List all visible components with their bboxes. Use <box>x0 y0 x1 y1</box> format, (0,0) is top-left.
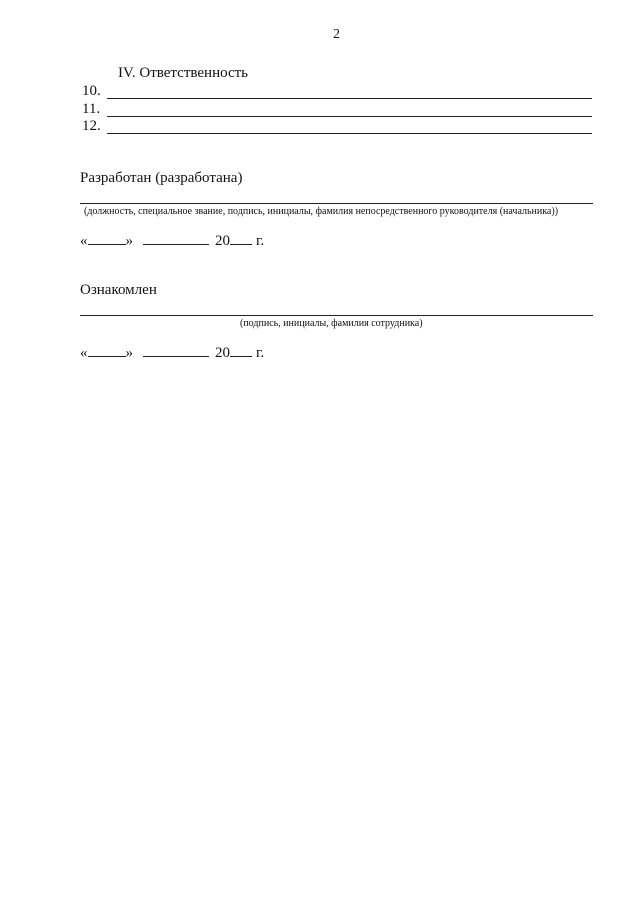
section-heading: IV. Ответственность <box>118 65 249 81</box>
month-blank <box>143 230 209 245</box>
item-number-12: 12. <box>82 118 101 134</box>
year-blank <box>230 342 252 357</box>
year-prefix: 20 <box>215 345 230 361</box>
acquainted-caption: (подпись, инициалы, фамилия сотрудника) <box>240 318 423 329</box>
year-suffix: г. <box>256 345 265 361</box>
month-blank <box>143 342 209 357</box>
item-number-11: 11. <box>82 101 101 117</box>
developed-caption: (должность, специальное звание, подпись, инициалы, фамилия непосредственного руководителя (начальника)) <box>84 206 559 217</box>
developed-signature-line <box>80 203 593 204</box>
acquainted-signature-line <box>80 315 593 316</box>
day-blank <box>88 230 126 245</box>
developed-date-row <box>80 230 264 250</box>
acquainted-heading: Ознакомлен <box>80 282 157 298</box>
open-quote: « <box>80 345 88 361</box>
item-line-11 <box>107 116 592 117</box>
page-number: 2 <box>333 27 340 42</box>
day-blank <box>88 342 126 357</box>
open-quote: « <box>80 233 88 249</box>
year-prefix: 20 <box>215 233 230 249</box>
acquainted-date-row <box>80 342 264 362</box>
close-quote: » <box>125 345 133 361</box>
developed-heading: Разработан (разработана) <box>80 170 243 186</box>
year-suffix: г. <box>256 233 265 249</box>
item-line-12 <box>107 133 592 134</box>
item-line-10 <box>107 98 592 99</box>
item-number-10: 10. <box>82 83 101 99</box>
year-blank <box>230 230 252 245</box>
close-quote: » <box>125 233 133 249</box>
